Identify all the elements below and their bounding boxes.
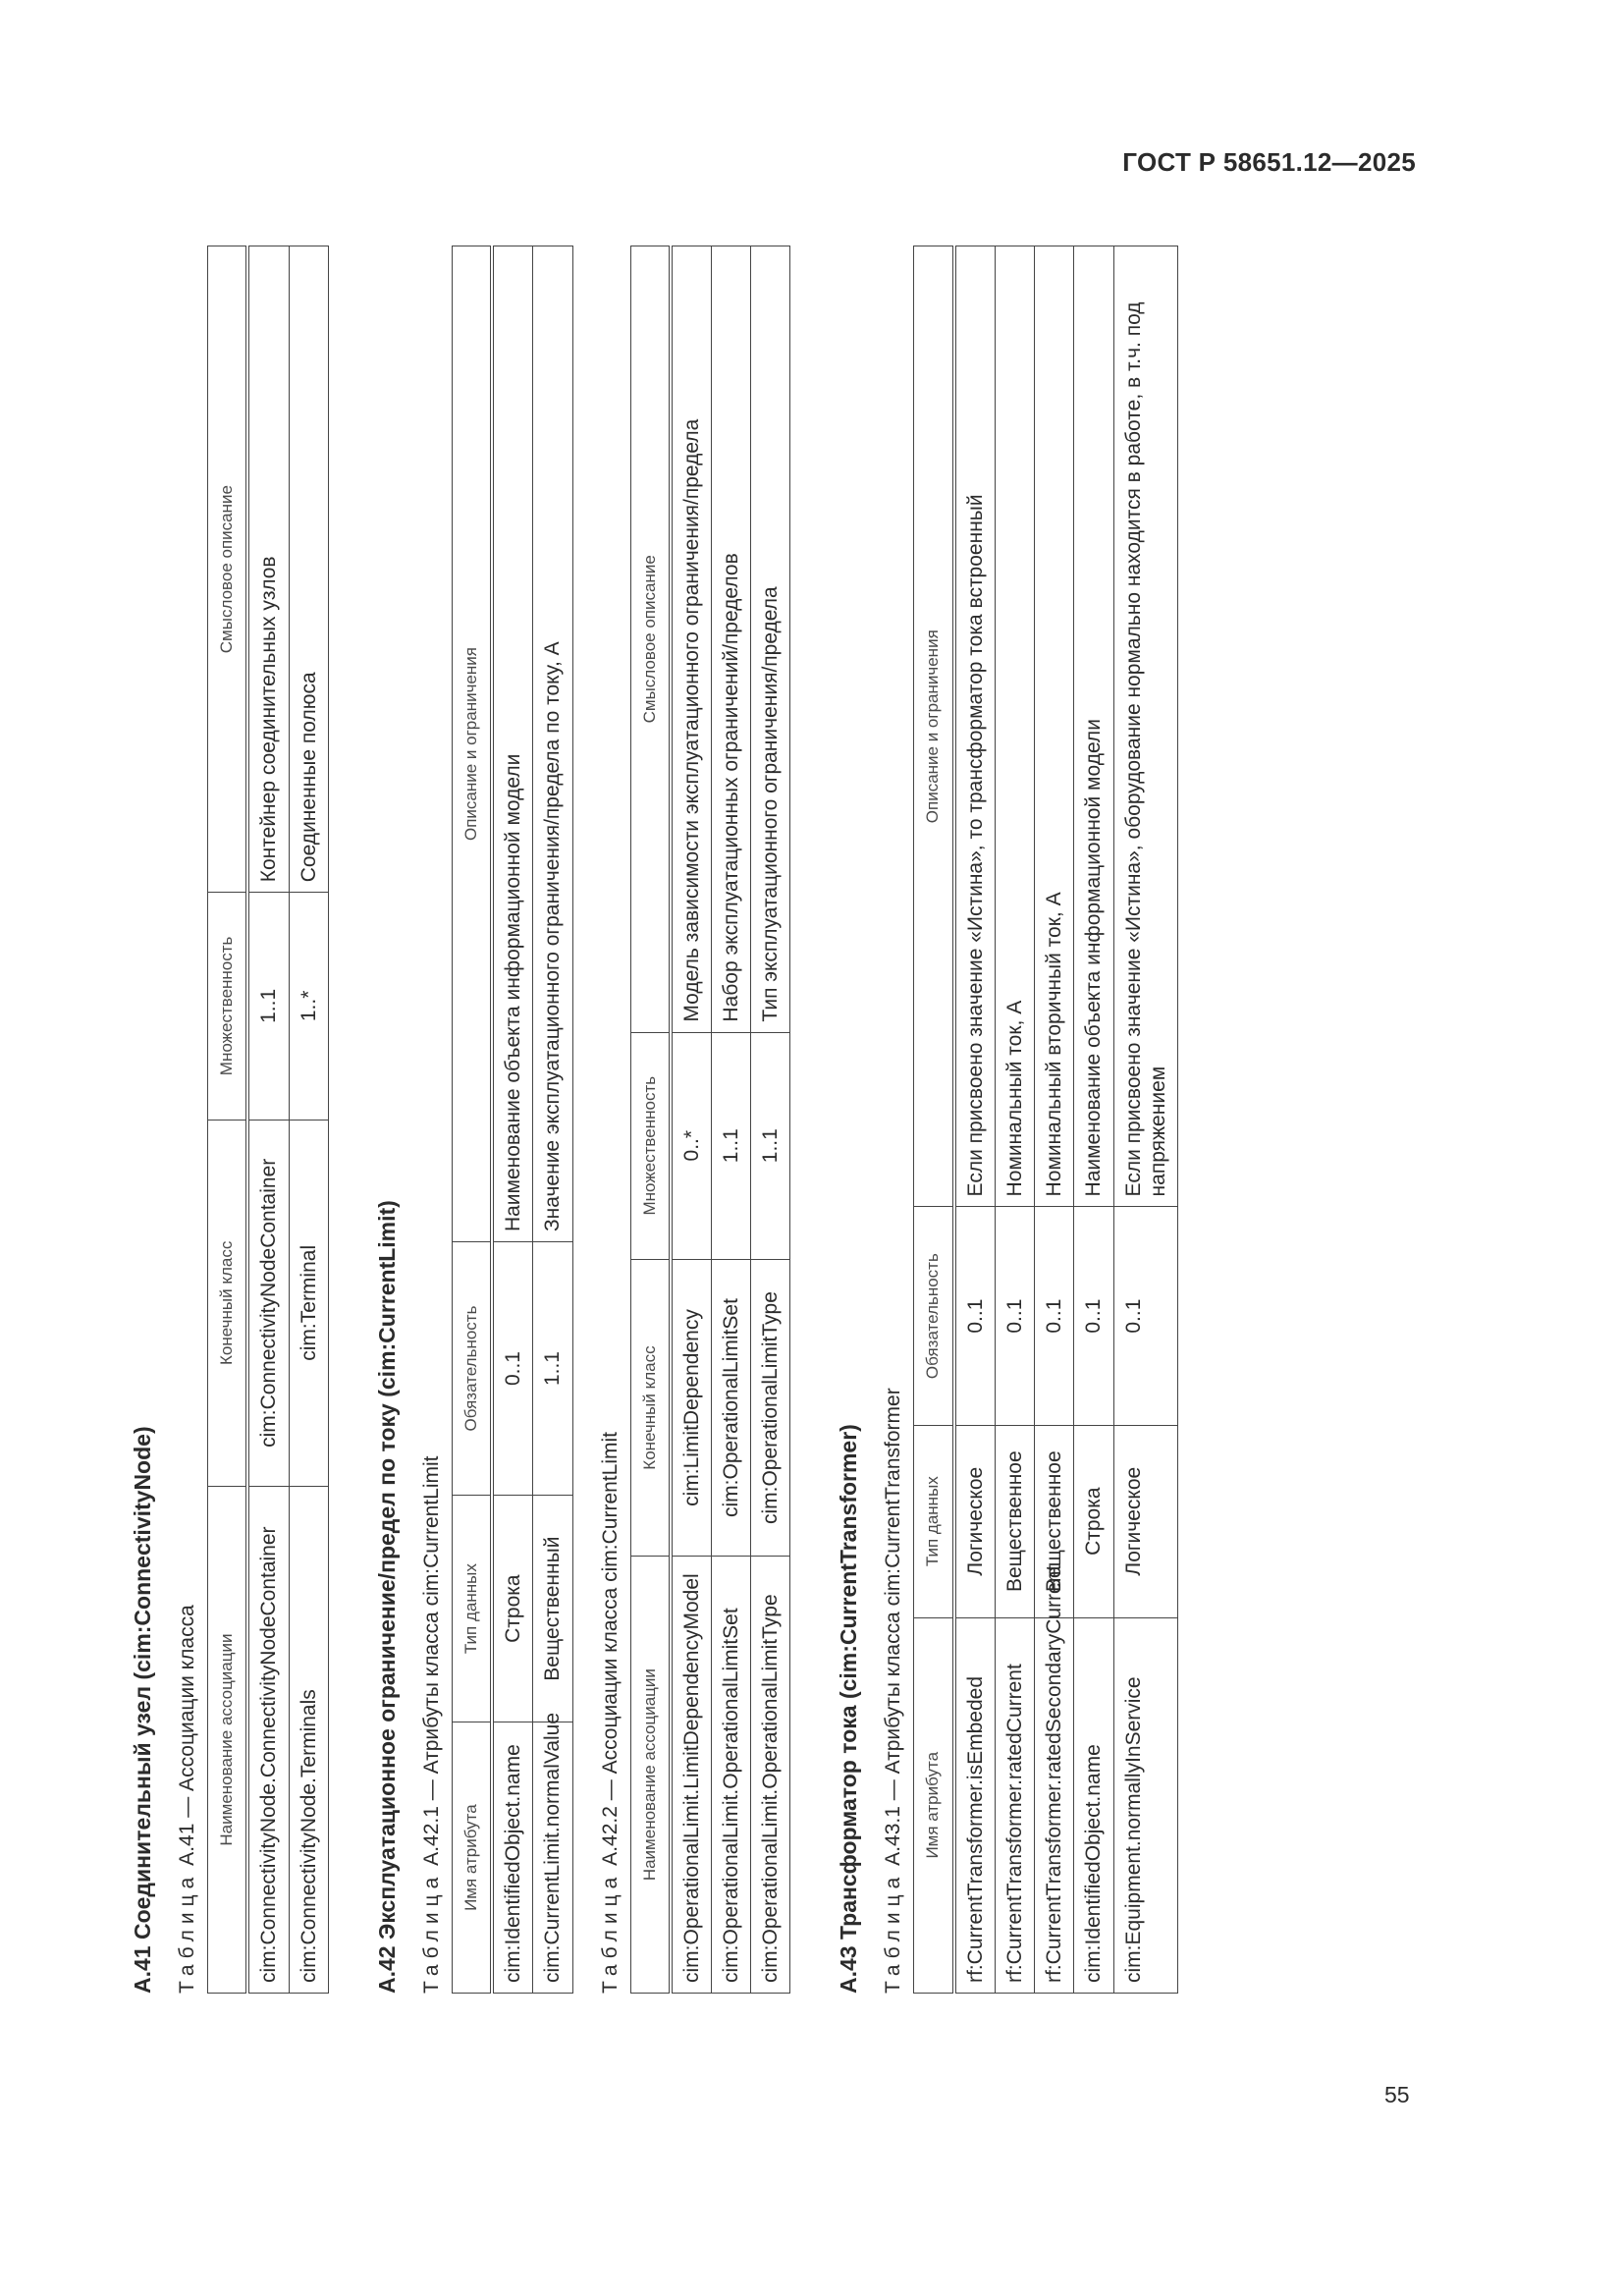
- table-row: cim:ConnectivityNode.ConnectivityNodeContainer cim:ConnectivityNodeContainer 1..1 Контейнер соединительных узлов: [247, 246, 289, 1994]
- section-title-a42: А.42 Эксплуатационное ограничение/предел по току (cim:CurrentLimit): [373, 1200, 400, 1994]
- rotated-content: [130, 246, 1396, 1994]
- column-header: Смысловое описание: [630, 246, 671, 1033]
- table-caption-a42-1: Таблица А.42.1 — Атрибуты класса cim:CurrentLimit: [419, 1455, 443, 1994]
- column-header: Обязательность: [452, 1242, 492, 1496]
- table-row: cim:Equipment.normallyInService Логическое 0..1 Если присвоено значение «Истина», оборудование нормально находится в работе, в т.ч. под напряжением: [1113, 246, 1177, 1994]
- table-a42-2: [630, 246, 791, 1994]
- column-header: Смысловое описание: [208, 246, 248, 893]
- table-caption-a42-2: Таблица А.42.2 — Ассоциации класса cim:CurrentLimit: [598, 1432, 622, 1994]
- table-row: cim:OperationalLimit.LimitDependencyModel cim:LimitDependency 0..* Модель зависимости эксплуатационного ограничения/предела: [671, 246, 712, 1994]
- table-row: cim:ConnectivityNode.Terminals cim:Terminal 1..* Соединенные полюса: [289, 246, 328, 1994]
- column-header: Имя атрибута: [914, 1617, 954, 1993]
- column-header: Наименование ассоциации: [208, 1487, 248, 1994]
- table-row: cim:OperationalLimit.OperationalLimitSet cim:OperationalLimitSet 1..1 Набор эксплуатационных ограничений/пределов: [712, 246, 751, 1994]
- column-header: Конечный класс: [208, 1120, 248, 1487]
- column-header: Множественность: [630, 1032, 671, 1259]
- document-header: ГОСТ Р 58651.12—2025: [1122, 147, 1416, 177]
- column-header: Множественность: [208, 893, 248, 1120]
- column-header: Тип данных: [452, 1496, 492, 1722]
- table-row: cim:IdentifiedObject.name Строка 0..1 Наименование объекта информационной модели: [492, 246, 533, 1994]
- table-row: rf:CurrentTransformer.ratedSecondaryCurrent Вещественное 0..1 Номинальный вторичный ток, А: [1035, 246, 1074, 1994]
- column-header: Обязательность: [914, 1207, 954, 1425]
- table-a41: [207, 246, 329, 1994]
- table-a42-1: [452, 246, 573, 1994]
- table-row: rf:CurrentTransformer.isEmbeded Логическое 0..1 Если присвоено значение «Истина», то трансформатор тока встроенный: [954, 246, 996, 1994]
- column-header: Тип данных: [914, 1425, 954, 1617]
- column-header: Описание и ограничения: [452, 246, 492, 1242]
- table-row: cim:OperationalLimit.OperationalLimitType cim:OperationalLimitType 1..1 Тип эксплуатационного ограничения/предела: [751, 246, 790, 1994]
- section-title-a43: А.43 Трансформатор тока (cim:CurrentTransformer): [836, 1424, 862, 1994]
- table-row: cim:IdentifiedObject.name Строка 0..1 Наименование объекта информационной модели: [1074, 246, 1113, 1994]
- table-row: rf:CurrentTransformer.ratedCurrent Вещественное 0..1 Номинальный ток, А: [996, 246, 1035, 1994]
- column-header: Наименование ассоциации: [630, 1557, 671, 1994]
- table-row: cim:CurrentLimit.normalValue Вещественный 1..1 Значение эксплуатационного ограничения/предела по току, А: [533, 246, 572, 1994]
- column-header: Описание и ограничения: [914, 246, 954, 1207]
- table-caption-a41: Таблица А.41 — Ассоциации класса: [176, 1605, 198, 1994]
- table-a43-1: [913, 246, 1178, 1994]
- page-number: 55: [1384, 2082, 1410, 2107]
- column-header: Конечный класс: [630, 1259, 671, 1556]
- column-header: Имя атрибута: [452, 1722, 492, 1994]
- section-title-a41: А.41 Соединительный узел (cim:ConnectivityNode): [130, 1426, 155, 1994]
- table-caption-a43-1: Таблица А.43.1 — Атрибуты класса cim:CurrentTransformer: [882, 1388, 905, 1994]
